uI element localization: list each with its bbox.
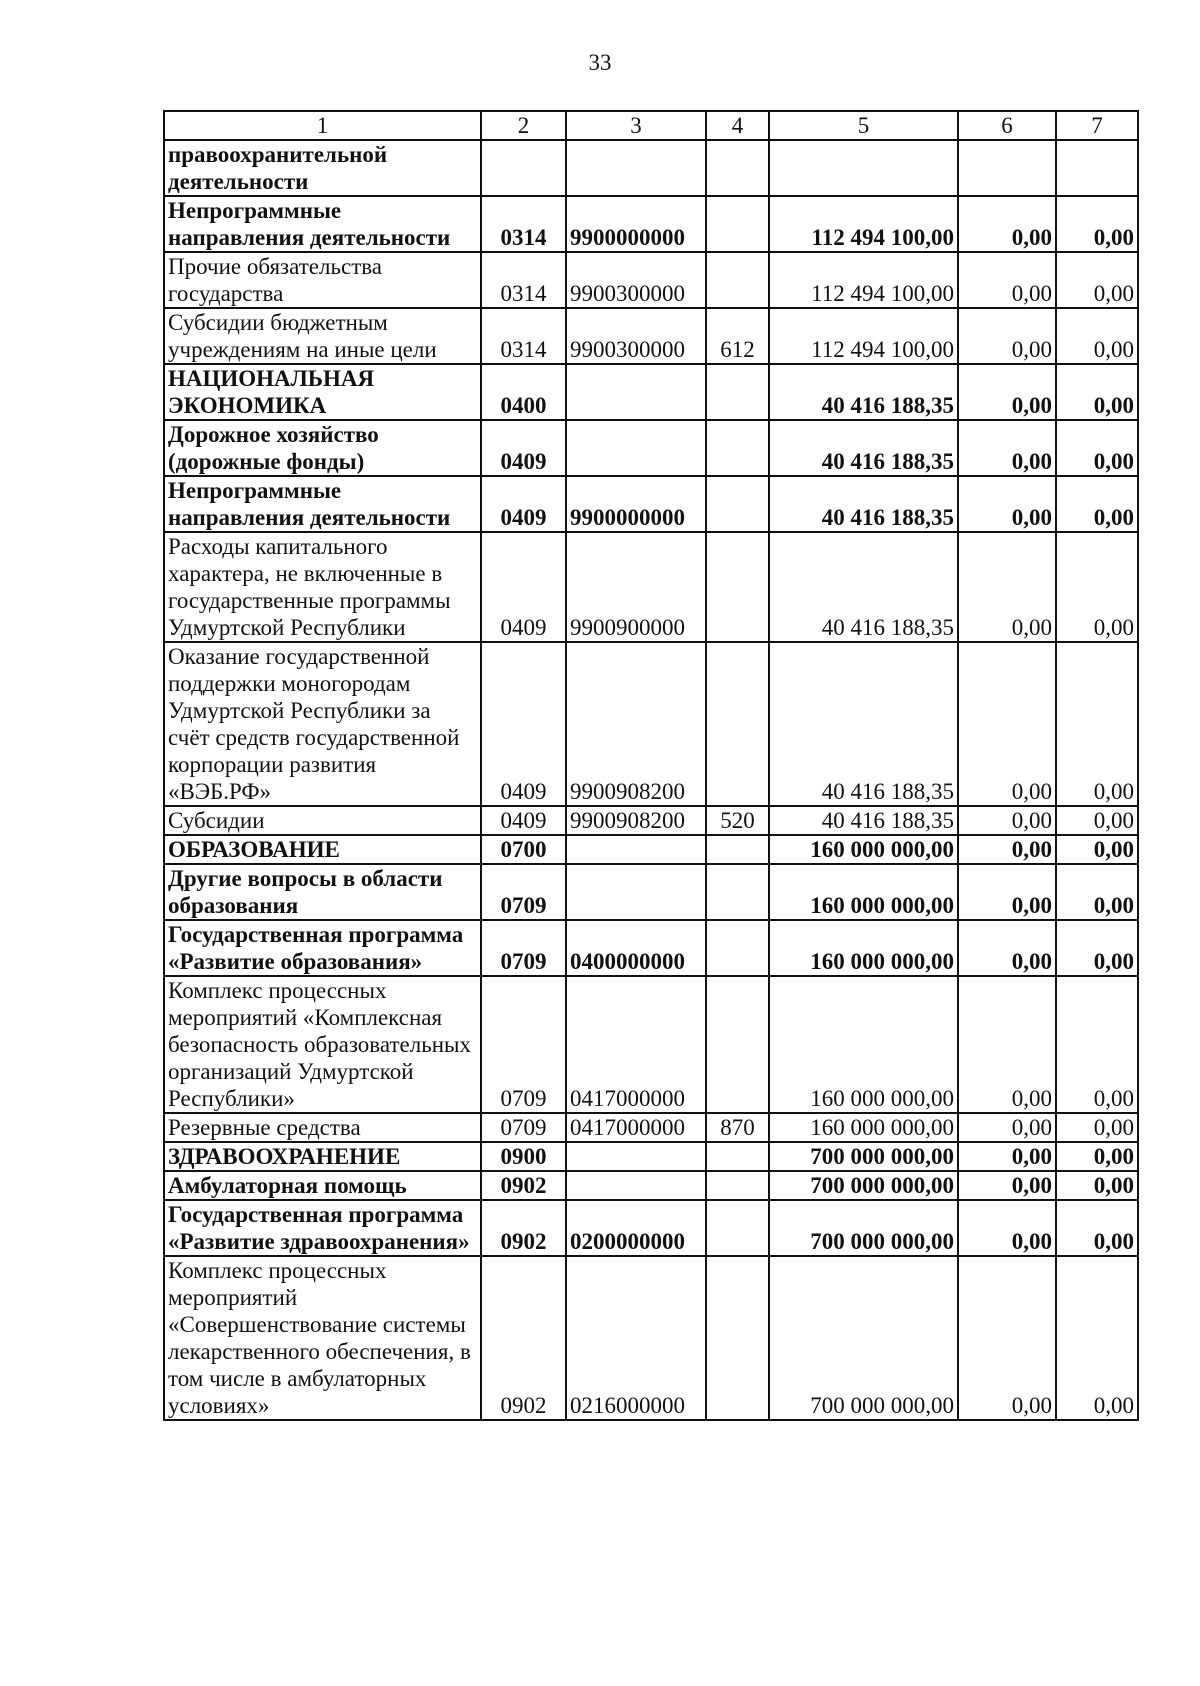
expense-type-cell [706,864,769,920]
amount-cell: 112 494 100,00 [769,252,958,308]
column-6-cell: 0,00 [958,1113,1056,1142]
column-6-cell: 0,00 [958,532,1056,642]
expense-type-cell [706,1142,769,1171]
expense-name-cell: Государственная программа «Развитие образования» [164,920,481,976]
column-header: 6 [958,111,1056,140]
expense-name-cell: Другие вопросы в области образования [164,864,481,920]
section-code-cell: 0902 [481,1256,566,1420]
section-code-cell: 0709 [481,976,566,1113]
section-code-cell [481,140,566,196]
expense-type-cell: 870 [706,1113,769,1142]
header-row [164,111,1138,140]
amount-cell: 160 000 000,00 [769,976,958,1113]
column-6-cell: 0,00 [958,364,1056,420]
column-header: 7 [1056,111,1138,140]
table-row [164,252,1138,308]
column-7-cell: 0,00 [1056,420,1138,476]
expense-type-cell [706,196,769,252]
expense-type-cell [706,532,769,642]
column-6-cell: 0,00 [958,196,1056,252]
column-7-cell: 0,00 [1056,1256,1138,1420]
column-6-cell [958,140,1056,196]
amount-cell: 700 000 000,00 [769,1256,958,1420]
section-code-cell: 0902 [481,1171,566,1200]
table-row [164,642,1138,806]
target-article-cell: 9900300000 [566,252,706,308]
amount-cell: 40 416 188,35 [769,476,958,532]
column-7-cell: 0,00 [1056,532,1138,642]
table-row [164,806,1138,835]
column-7-cell: 0,00 [1056,1200,1138,1256]
column-6-cell: 0,00 [958,1200,1056,1256]
column-7-cell: 0,00 [1056,1113,1138,1142]
target-article-cell: 9900000000 [566,196,706,252]
expense-type-cell: 520 [706,806,769,835]
expense-name-cell: Амбулаторная помощь [164,1171,481,1200]
amount-cell: 40 416 188,35 [769,364,958,420]
target-article-cell: 0200000000 [566,1200,706,1256]
column-7-cell: 0,00 [1056,976,1138,1113]
column-header: 5 [769,111,958,140]
expense-name-cell: Расходы капитального характера, не включенные в государственные программы Удмуртской Республики [164,532,481,642]
section-code-cell: 0409 [481,532,566,642]
table-row [164,140,1138,196]
target-article-cell [566,420,706,476]
amount-cell: 700 000 000,00 [769,1142,958,1171]
amount-cell: 112 494 100,00 [769,308,958,364]
column-7-cell: 0,00 [1056,252,1138,308]
section-code-cell: 0409 [481,806,566,835]
column-header: 4 [706,111,769,140]
expense-name-cell: Комплекс процессных мероприятий «Совершенствование системы лекарственного обеспечения, в том числе в амбулаторных условиях» [164,1256,481,1420]
column-6-cell: 0,00 [958,1256,1056,1420]
expense-name-cell: Резервные средства [164,1113,481,1142]
expense-type-cell [706,835,769,864]
expense-name-cell: Оказание государственной поддержки моногородам Удмуртской Республики за счёт средств государственной корпорации развития «ВЭБ.РФ» [164,642,481,806]
expense-type-cell [706,976,769,1113]
expense-name-cell: Субсидии бюджетным учреждениям на иные цели [164,308,481,364]
amount-cell: 40 416 188,35 [769,532,958,642]
column-7-cell: 0,00 [1056,1171,1138,1200]
table-row [164,976,1138,1113]
target-article-cell [566,364,706,420]
column-header: 1 [164,111,481,140]
column-6-cell: 0,00 [958,864,1056,920]
expense-name-cell: Непрограммные направления деятельности [164,476,481,532]
target-article-cell: 9900300000 [566,308,706,364]
amount-cell: 160 000 000,00 [769,835,958,864]
target-article-cell [566,864,706,920]
section-code-cell: 0409 [481,642,566,806]
expense-name-cell: Комплекс процессных мероприятий «Комплексная безопасность образовательных организаций Удмуртской Республики» [164,976,481,1113]
table-row [164,476,1138,532]
section-code-cell: 0700 [481,835,566,864]
column-7-cell: 0,00 [1056,806,1138,835]
expense-name-cell: НАЦИОНАЛЬНАЯ ЭКОНОМИКА [164,364,481,420]
expense-type-cell [706,476,769,532]
column-6-cell: 0,00 [958,1171,1056,1200]
target-article-cell: 0216000000 [566,1256,706,1420]
amount-cell: 112 494 100,00 [769,196,958,252]
table-row [164,1113,1138,1142]
target-article-cell: 9900908200 [566,642,706,806]
section-code-cell: 0900 [481,1142,566,1171]
section-code-cell: 0902 [481,1200,566,1256]
expense-type-cell [706,1200,769,1256]
expense-type-cell: 612 [706,308,769,364]
table-row [164,308,1138,364]
column-6-cell: 0,00 [958,642,1056,806]
column-7-cell: 0,00 [1056,476,1138,532]
column-7-cell: 0,00 [1056,1142,1138,1171]
target-article-cell [566,140,706,196]
table-body [164,140,1138,1420]
section-code-cell: 0409 [481,420,566,476]
table-row [164,532,1138,642]
target-article-cell: 9900000000 [566,476,706,532]
expense-type-cell [706,364,769,420]
section-code-cell: 0314 [481,308,566,364]
amount-cell [769,140,958,196]
column-6-cell: 0,00 [958,806,1056,835]
expense-name-cell: Непрограммные направления деятельности [164,196,481,252]
column-7-cell: 0,00 [1056,864,1138,920]
amount-cell: 160 000 000,00 [769,920,958,976]
column-7-cell: 0,00 [1056,642,1138,806]
section-code-cell: 0709 [481,920,566,976]
table-row [164,1142,1138,1171]
target-article-cell: 0417000000 [566,1113,706,1142]
expense-type-cell [706,420,769,476]
amount-cell: 700 000 000,00 [769,1200,958,1256]
column-6-cell: 0,00 [958,1142,1056,1171]
expense-type-cell [706,1256,769,1420]
target-article-cell [566,1142,706,1171]
expense-name-cell: Дорожное хозяйство (дорожные фонды) [164,420,481,476]
expense-name-cell: Государственная программа «Развитие здравоохранения» [164,1200,481,1256]
expense-type-cell [706,920,769,976]
column-6-cell: 0,00 [958,308,1056,364]
column-7-cell: 0,00 [1056,920,1138,976]
column-6-cell: 0,00 [958,835,1056,864]
column-7-cell: 0,00 [1056,835,1138,864]
column-6-cell: 0,00 [958,920,1056,976]
expense-name-cell: ЗДРАВООХРАНЕНИЕ [164,1142,481,1171]
section-code-cell: 0400 [481,364,566,420]
amount-cell: 40 416 188,35 [769,806,958,835]
table-row [164,1171,1138,1200]
table-row [164,364,1138,420]
table-row [164,1256,1138,1420]
column-6-cell: 0,00 [958,252,1056,308]
amount-cell: 40 416 188,35 [769,420,958,476]
expense-name-cell: Прочие обязательства государства [164,252,481,308]
page-number: 33 [588,50,612,75]
expense-type-cell [706,252,769,308]
column-6-cell: 0,00 [958,976,1056,1113]
target-article-cell: 9900908200 [566,806,706,835]
budget-table [163,110,1139,1421]
expense-name-cell: правоохранительной деятельности [164,140,481,196]
column-7-cell: 0,00 [1056,308,1138,364]
section-code-cell: 0709 [481,864,566,920]
target-article-cell: 0400000000 [566,920,706,976]
table-row [164,835,1138,864]
amount-cell: 160 000 000,00 [769,864,958,920]
table-row [164,864,1138,920]
target-article-cell: 0417000000 [566,976,706,1113]
expense-name-cell: ОБРАЗОВАНИЕ [164,835,481,864]
target-article-cell [566,835,706,864]
expense-name-cell: Субсидии [164,806,481,835]
expense-type-cell [706,140,769,196]
amount-cell: 700 000 000,00 [769,1171,958,1200]
column-6-cell: 0,00 [958,420,1056,476]
expense-type-cell [706,1171,769,1200]
column-header: 2 [481,111,566,140]
column-7-cell: 0,00 [1056,364,1138,420]
section-code-cell: 0709 [481,1113,566,1142]
expense-type-cell [706,642,769,806]
column-7-cell [1056,140,1138,196]
target-article-cell [566,1171,706,1200]
amount-cell: 40 416 188,35 [769,642,958,806]
section-code-cell: 0409 [481,476,566,532]
column-7-cell: 0,00 [1056,196,1138,252]
column-6-cell: 0,00 [958,476,1056,532]
column-header: 3 [566,111,706,140]
table-row [164,1200,1138,1256]
section-code-cell: 0314 [481,252,566,308]
table-row [164,420,1138,476]
table-row [164,196,1138,252]
section-code-cell: 0314 [481,196,566,252]
target-article-cell: 9900900000 [566,532,706,642]
table-row [164,920,1138,976]
amount-cell: 160 000 000,00 [769,1113,958,1142]
